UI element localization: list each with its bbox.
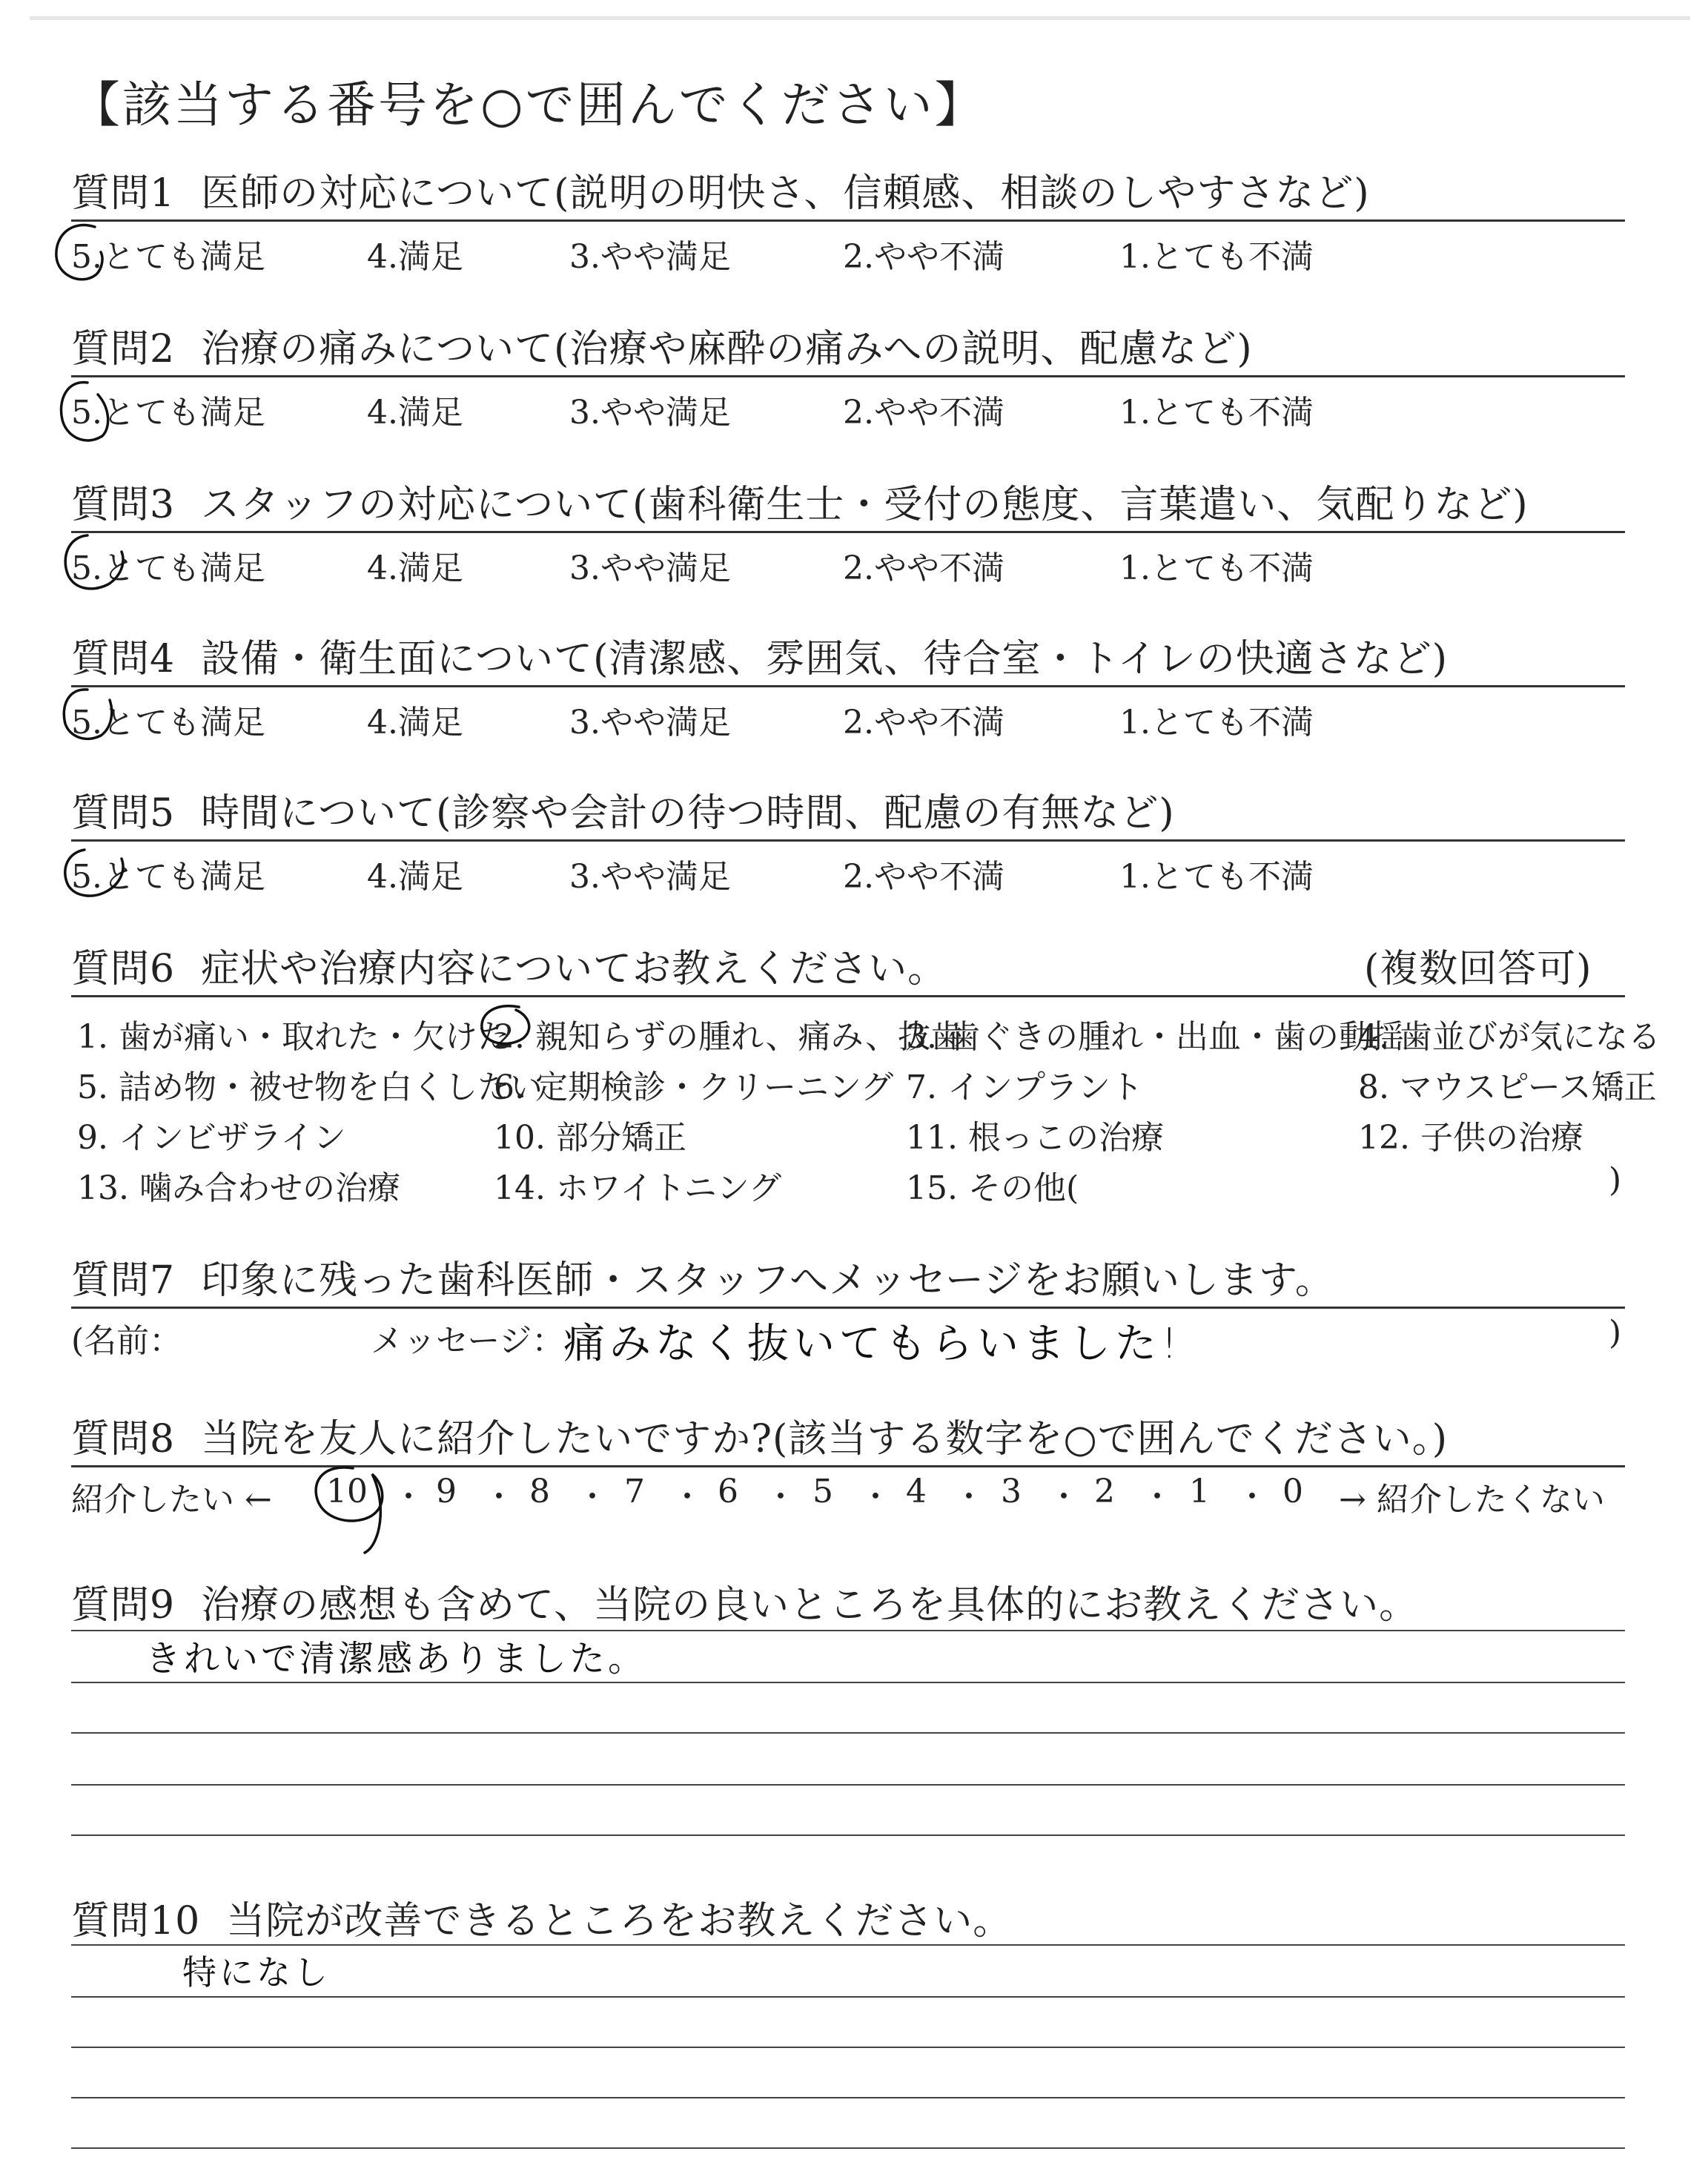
q2-option-4[interactable]: 4.満足 [367,394,463,432]
q6-option-14[interactable]: 14. ホワイトニング [494,1169,782,1207]
q6-option-1[interactable]: 1. 歯が痛い・取れた・欠けた [77,1018,510,1056]
divider [71,219,1625,222]
answer-line [71,1784,1625,1786]
q6-option-9[interactable]: 9. インビザライン [77,1119,346,1157]
divider [71,685,1625,687]
question-label: 質問9 [71,1583,176,1628]
nps-option-0[interactable]: 0 [1282,1473,1303,1510]
q6-other-close-paren: ) [1609,1161,1622,1199]
divider [71,375,1625,377]
question-label: 質問10 [71,1899,201,1943]
page-title: 【該当する番号を○で囲んでください】 [71,76,986,133]
question-1-heading [71,162,1370,217]
q2-option-3[interactable]: 3.やや満足 [569,394,731,432]
question-label: 質問3 [71,483,176,527]
nps-option-7[interactable]: 7 [624,1473,645,1510]
nps-option-9[interactable]: 9 [436,1473,457,1510]
question-label: 質問4 [71,637,176,681]
nps-option-4[interactable]: 4 [906,1473,927,1510]
divider [71,531,1625,533]
question-10-heading [71,1889,1012,1945]
q6-option-15[interactable]: 15. その他( [906,1169,1079,1207]
q5-option-3[interactable]: 3.やや満足 [569,858,731,896]
scan-edge [30,16,1690,20]
answer-line [71,1682,1625,1683]
q6-option-2[interactable]: 2. 親知らずの腫れ、痛み、抜歯 [494,1018,964,1056]
q6-option-5[interactable]: 5. 詰め物・被せ物を白くしたい [77,1069,543,1106]
divider [71,995,1625,997]
question-label: 質問5 [71,791,176,836]
hand-circle-mark [307,1464,411,1560]
question-2-heading [71,317,1253,373]
nps-option-3[interactable]: 3 [1001,1473,1022,1510]
q5-option-2[interactable]: 2.やや不満 [843,858,1004,896]
question-9-heading [71,1573,1418,1629]
question-text: スタッフの対応について(歯科衛生士・受付の態度、言葉遣い、気配りなど) [201,483,1529,527]
hand-circle-mark [56,531,138,612]
q9-handwritten-answer[interactable]: きれいで清潔感ありました。 [145,1638,647,1680]
q4-option-3[interactable]: 3.やや満足 [569,704,731,742]
divider [71,839,1625,842]
q10-handwritten-answer[interactable]: 特になし [182,1952,331,1992]
question-text: 治療の痛みについて(治療や麻酔の痛みへの説明、配慮など) [201,327,1253,371]
question-4-heading [71,627,1448,683]
question-7-heading [71,1249,1334,1304]
nps-option-2[interactable]: 2 [1094,1473,1115,1510]
nps-option-1[interactable]: 1 [1189,1473,1210,1510]
q6-option-13[interactable]: 13. 噛み合わせの治療 [77,1169,400,1207]
question-6-heading [71,937,947,993]
answer-line [71,1732,1625,1734]
q3-option-3[interactable]: 3.やや満足 [569,549,731,587]
q6-option-11[interactable]: 11. 根っこの治療 [906,1119,1164,1157]
answer-line [71,2047,1625,2048]
q4-option-4[interactable]: 4.満足 [367,704,463,742]
separator-dot: ・ [765,1479,797,1515]
q6-option-10[interactable]: 10. 部分矯正 [494,1119,686,1157]
q1-option-5[interactable]: 5.とても満足 [71,238,265,276]
q4-option-5[interactable]: 5.とても満足 [71,704,265,742]
question-text: 治療の感想も含めて、当院の良いところを具体的にお教えください。 [201,1583,1419,1628]
recommend-right-label: → 紹介したくない [1339,1481,1605,1519]
question-text: 症状や治療内容についてお教えください。 [201,947,947,991]
q2-option-5[interactable]: 5.とても満足 [71,394,265,432]
question-text: 当院が改善できるところをお教えください。 [226,1899,1013,1943]
q6-option-3[interactable]: 3. 歯ぐきの腫れ・出血・歯の動揺 [906,1018,1404,1056]
question-text: 当院を友人に紹介したいですか?(該当する数字を○で囲んでください。) [201,1417,1448,1462]
nps-option-6[interactable]: 6 [718,1473,738,1510]
question-text: 印象に残った歯科医師・スタッフへメッセージをお願いします。 [201,1258,1334,1303]
q1-option-1[interactable]: 1.とても不満 [1119,238,1314,276]
separator-dot: ・ [1048,1479,1080,1515]
message-close-paren: ) [1609,1314,1622,1352]
q6-option-4[interactable]: 4. 歯並びが気になる [1358,1018,1661,1056]
q6-option-7[interactable]: 7. インプラント [906,1069,1143,1106]
question-label: 質問7 [71,1258,176,1303]
hand-circle-mark [474,1003,541,1054]
question-text: 設備・衛生面について(清潔感、雰囲気、待合室・トイレの快適さなど) [201,637,1449,681]
q3-option-4[interactable]: 4.満足 [367,549,463,587]
hand-circle-mark [53,378,120,452]
recommend-left-label: 紹介したい ← [71,1481,272,1519]
separator-dot: ・ [860,1479,892,1515]
separator-dot: ・ [483,1479,515,1515]
separator-dot: ・ [1142,1479,1174,1515]
answer-line [71,1996,1625,1998]
q4-option-2[interactable]: 2.やや不満 [843,704,1004,742]
q4-option-1[interactable]: 1.とても不満 [1119,704,1314,742]
separator-dot: ・ [1237,1479,1268,1515]
question-label: 質問2 [71,327,176,371]
q3-option-1[interactable]: 1.とても不満 [1119,549,1314,587]
separator-dot: ・ [672,1479,704,1515]
q5-option-5[interactable]: 5.とても満足 [71,858,265,896]
name-label: (名前： [71,1322,182,1360]
question-text: 時間について(診察や会計の待つ時間、配慮の有無など) [201,791,1175,836]
q1-option-4[interactable]: 4.満足 [367,238,463,276]
nps-option-10[interactable]: 10 [326,1473,368,1510]
divider [71,1465,1625,1467]
question-5-heading [71,782,1175,837]
message-handwritten-answer[interactable]: 痛みなく抜いてもらいました! [563,1320,1182,1368]
separator-dot: ・ [953,1479,985,1515]
hand-circle-mark [49,221,116,288]
q3-option-2[interactable]: 2.やや不満 [843,549,1004,587]
hand-circle-mark [55,684,129,758]
answer-line [71,2097,1625,2098]
answer-line [71,2147,1625,2149]
question-label: 質問8 [71,1417,176,1462]
answer-line [71,1834,1625,1836]
q6-option-6[interactable]: 6. 定期検診・クリーニング [494,1069,894,1106]
question-8-heading [71,1407,1448,1463]
separator-dot: ・ [393,1479,425,1515]
nps-option-8[interactable]: 8 [529,1473,550,1510]
q1-option-3[interactable]: 3.やや満足 [569,238,731,276]
q2-option-2[interactable]: 2.やや不満 [843,394,1004,432]
message-label: メッセージ： [371,1322,565,1360]
q6-option-12[interactable]: 12. 子供の治療 [1358,1119,1583,1157]
question-text: 医師の対応について(説明の明快さ、信頼感、相談のしやすさなど) [201,171,1370,216]
q5-option-1[interactable]: 1.とても不満 [1119,858,1314,896]
hand-circle-mark [55,845,136,927]
question-3-heading [71,473,1529,529]
question-label: 質問1 [71,171,176,216]
separator-dot: ・ [577,1479,609,1515]
question-label: 質問6 [71,947,176,991]
divider [71,1307,1625,1309]
q3-option-5[interactable]: 5.とても満足 [71,549,265,587]
q5-option-4[interactable]: 4.満足 [367,858,463,896]
q6-option-8[interactable]: 8. マウスピース矯正 [1358,1069,1657,1106]
nps-option-5[interactable]: 5 [812,1473,833,1510]
multiple-answer-note: (複数回答可) [1364,947,1592,991]
q1-option-2[interactable]: 2.やや不満 [843,238,1004,276]
q2-option-1[interactable]: 1.とても不満 [1119,394,1314,432]
